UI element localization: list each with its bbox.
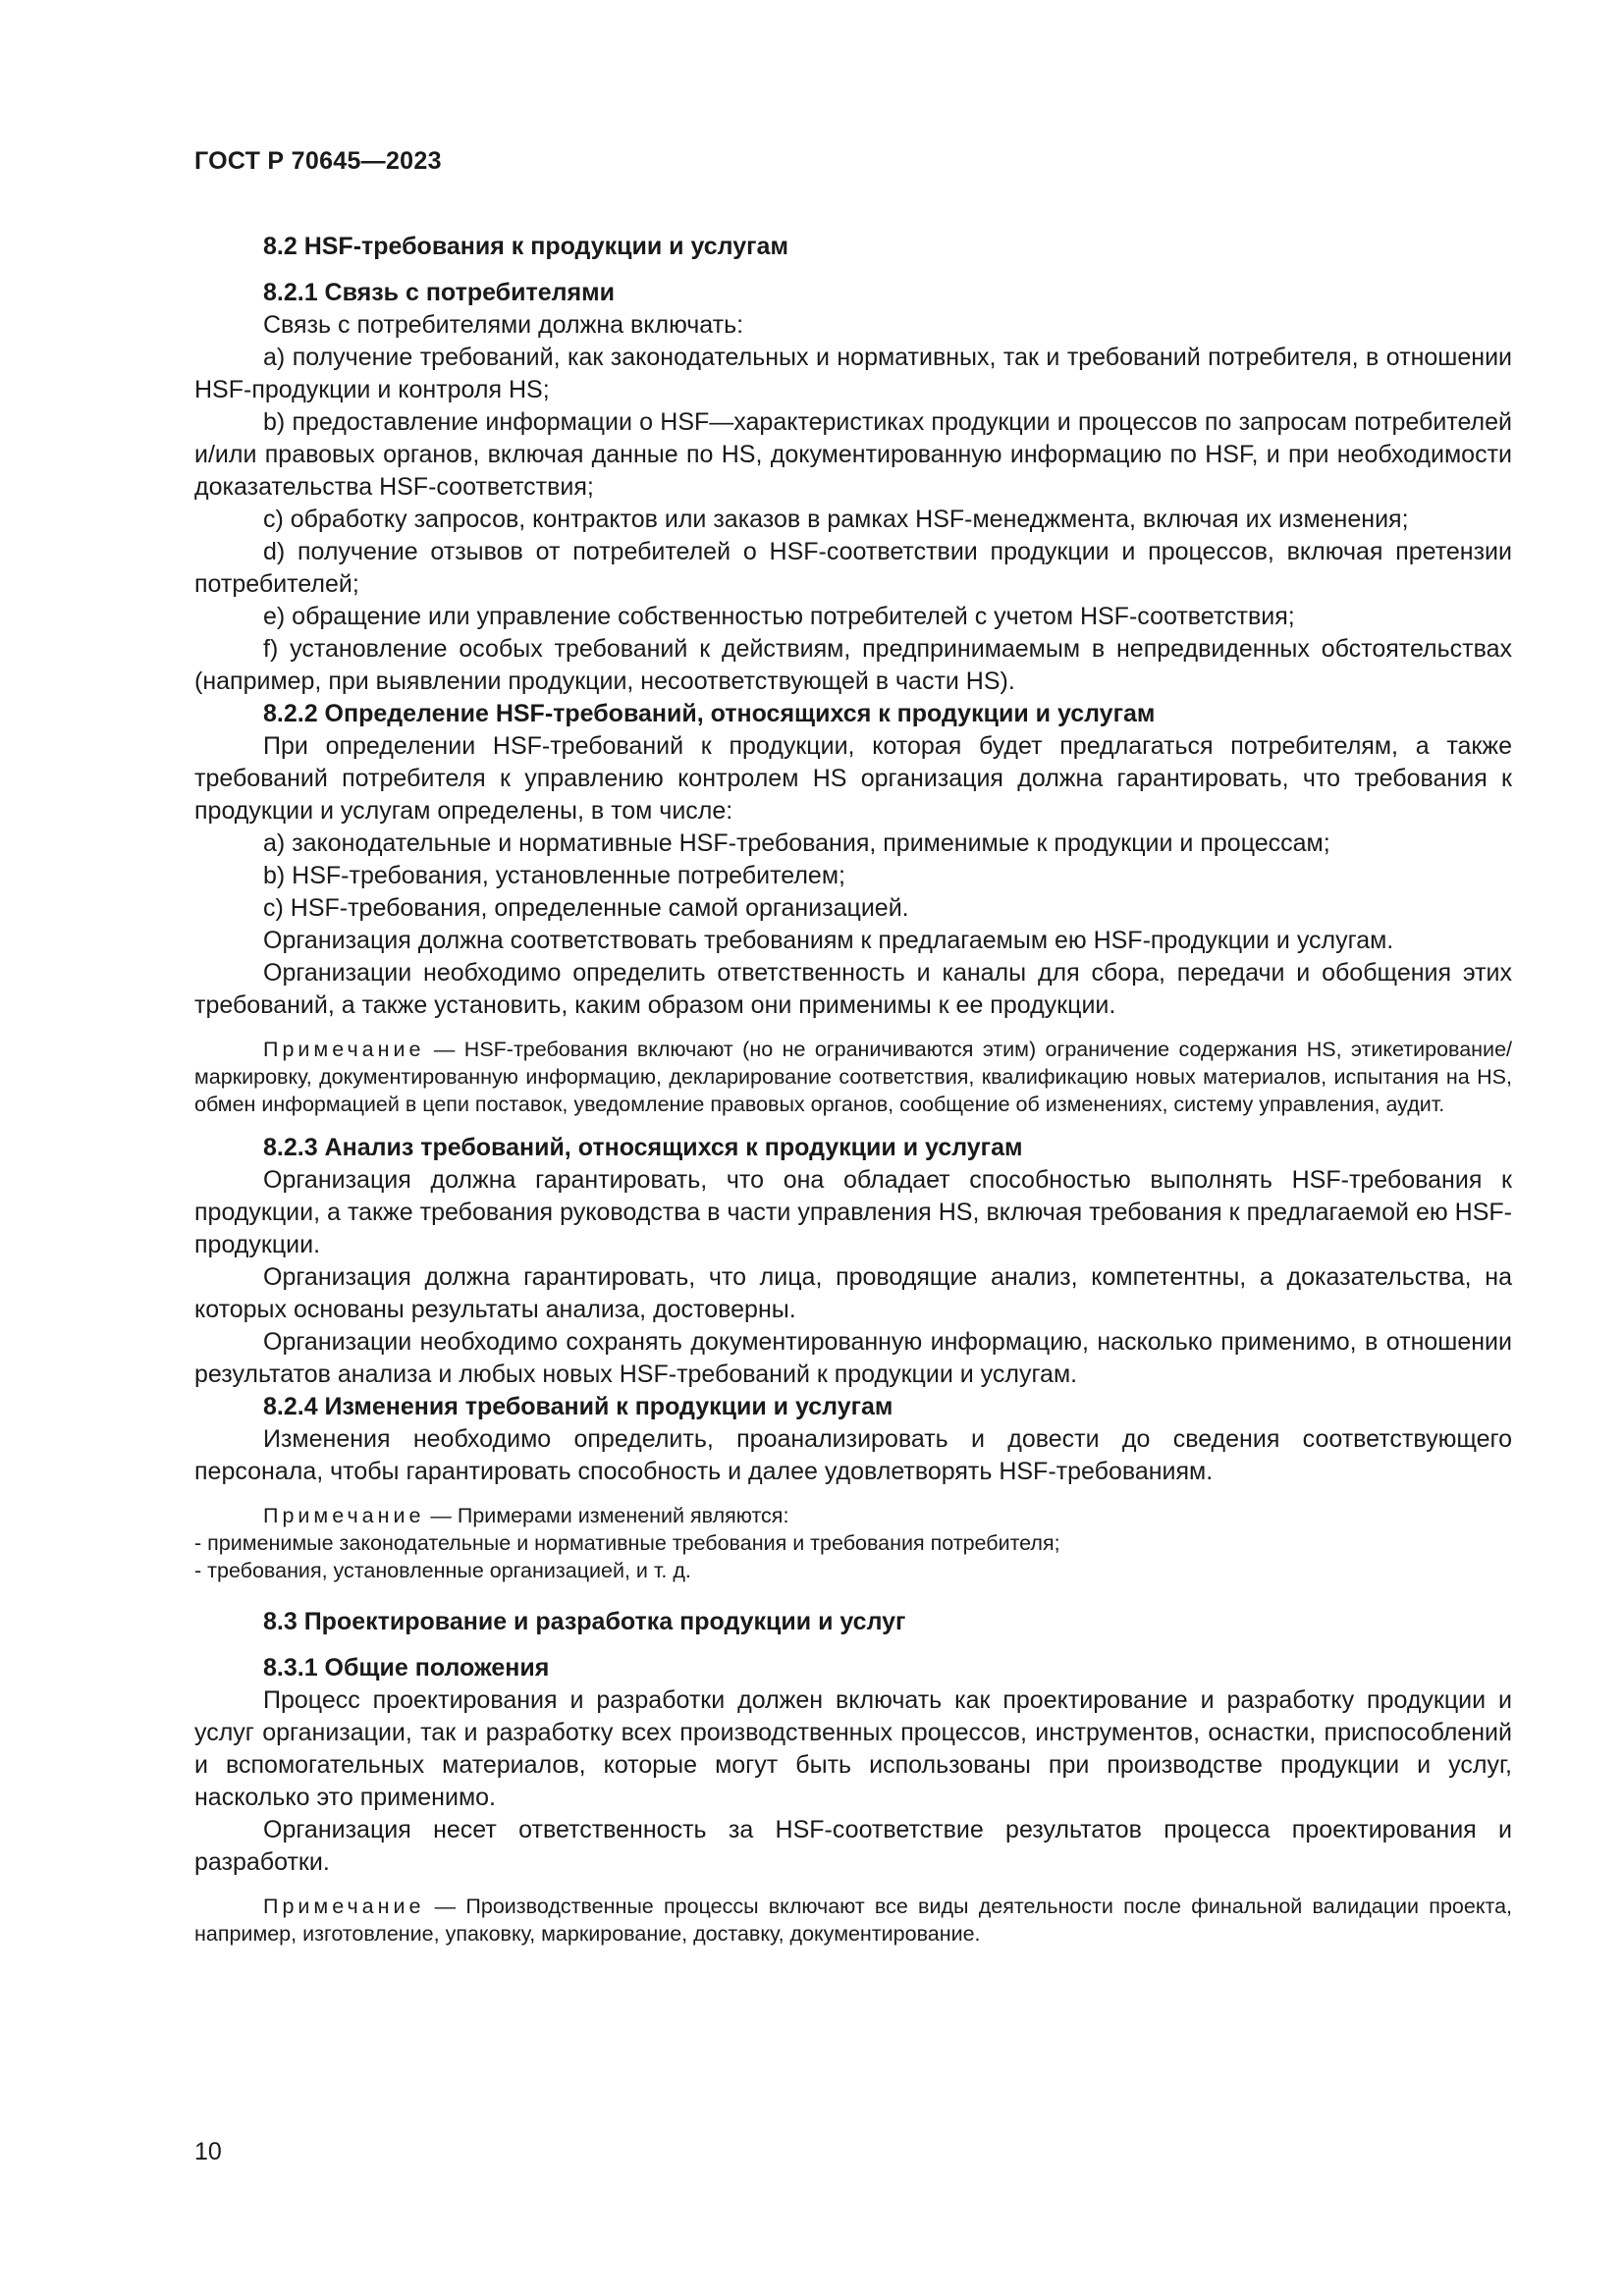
list-item: c) HSF-требования, определенные самой организацией. bbox=[263, 894, 909, 922]
section-8-2-1-intro: Связь с потребителями должна включать: bbox=[263, 311, 744, 339]
note-list-item: - применимые законодательные и нормативные требования и требования потребителя; bbox=[194, 1531, 1060, 1555]
paragraph: Организация должна гарантировать, что она обладает способностью выполнять HSF-требования к продукции, а также требования руководства в части управления HS, включая требования к предлагаемой ею HSF-продукции. bbox=[194, 1166, 1512, 1258]
list-item: а) законодательные и нормативные HSF-требования, применимые к продукции и процессам; bbox=[263, 829, 1330, 857]
note-label: Примечание bbox=[263, 1895, 425, 1918]
document-body bbox=[194, 231, 1512, 1948]
paragraph: Изменения необходимо определить, проанализировать и довести до сведения соответствующего персонала, чтобы гарантировать способность и далее удовлетворять HSF-требованиям. bbox=[194, 1425, 1512, 1485]
section-8-2-heading: 8.2 HSF-требования к продукции и услугам bbox=[263, 233, 788, 260]
note-text: — Производственные процессы включают все виды деятельности после финальной валидации проекта, например, изготовление, упаковку, маркирование, доставку, документирование. bbox=[194, 1895, 1512, 1946]
section-8-2-4-heading: 8.2.4 Изменения требований к продукции и услугам bbox=[263, 1393, 893, 1420]
document-code-header: ГОСТ Р 70645—2023 bbox=[194, 147, 442, 175]
list-item: d) получение отзывов от потребителей о HSF-соответствии продукции и процессов, включая претензии потребителей; bbox=[194, 538, 1512, 598]
note-label: Примечание bbox=[263, 1504, 425, 1527]
section-8-3-1-heading: 8.3.1 Общие положения bbox=[263, 1654, 550, 1682]
page-number: 10 bbox=[194, 2138, 222, 2165]
note-text: — Примерами изменений являются: bbox=[424, 1504, 789, 1527]
list-item: c) обработку запросов, контрактов или заказов в рамках HSF-менеджмента, включая их изменения; bbox=[263, 506, 1409, 533]
list-item: e) обращение или управление собственностью потребителей с учетом HSF-соответствия; bbox=[263, 603, 1295, 630]
paragraph: Организации необходимо сохранять документированную информацию, насколько применимо, в отношении результатов анализа и любых новых HSF-требований к продукции и услугам. bbox=[194, 1328, 1512, 1388]
note-paragraph bbox=[194, 1502, 1512, 1529]
section-8-2-2-heading: 8.2.2 Определение HSF-требований, относящихся к продукции и услугам bbox=[263, 700, 1156, 727]
paragraph: Организация должна соответствовать требованиям к предлагаемым ею HSF-продукции и услугам. bbox=[263, 927, 1394, 954]
note-label: Примечание bbox=[263, 1038, 425, 1061]
note-block bbox=[194, 1893, 1512, 1948]
list-item: а) получение требований, как законодательных и нормативных, так и требований потребителя, в отношении HSF-продукции и контроля HS; bbox=[194, 344, 1512, 403]
note-paragraph bbox=[194, 1036, 1512, 1118]
paragraph: Процесс проектирования и разработки должен включать как проектирование и разработку продукции и услуг организации, так и разработку всех производственных процессов, инструментов, оснастки, приспособлений и вспомогательных материалов, которые могут быть использованы при производстве продукции и услуг, насколько это применимо. bbox=[194, 1686, 1512, 1811]
note-block bbox=[194, 1502, 1512, 1584]
paragraph: Организации необходимо определить ответственность и каналы для сбора, передачи и обобщения этих требований, а также установить, каким образом они применимы к ее продукции. bbox=[194, 959, 1512, 1019]
list-item: f) установление особых требований к действиям, предпринимаемым в непредвиденных обстоятельствах (например, при выявлении продукции, несоответствующей в части HS). bbox=[194, 635, 1512, 695]
section-8-3-heading: 8.3 Проектирование и разработка продукции и услуг bbox=[263, 1608, 906, 1635]
note-paragraph bbox=[194, 1893, 1512, 1948]
section-8-2-2-intro: При определении HSF-требований к продукции, которая будет предлагаться потребителям, а также требований потребителя к управлению контролем HS организация должна гарантировать, что требования к продукции и услугам определены, в том числе: bbox=[194, 732, 1512, 825]
note-text: — HSF-требования включают (но не ограничиваются этим) ограничение содержания HS, этикетирование/маркировку, документированную информацию, декларирование соответствия, квалификацию новых материалов, испытания на HS, обмен информацией в цепи поставок, уведомление правовых органов, сообщение об изменениях, систему управления, аудит. bbox=[194, 1038, 1512, 1116]
note-list-item: - требования, установленные организацией, и т. д. bbox=[194, 1559, 691, 1582]
note-block bbox=[194, 1036, 1512, 1118]
list-item: b) HSF-требования, установленные потребителем; bbox=[263, 862, 845, 889]
list-item: b) предоставление информации о HSF—характеристиках продукции и процессов по запросам потребителей и/или правовых органов, включая данные по HS, документированную информацию по HSF, и при необходимости доказательства HSF-соответствия; bbox=[194, 408, 1512, 501]
paragraph: Организация несет ответственность за HSF-соответствие результатов процесса проектирования и разработки. bbox=[194, 1816, 1512, 1876]
section-8-2-1-heading: 8.2.1 Связь с потребителями bbox=[263, 279, 615, 306]
section-8-2-3-heading: 8.2.3 Анализ требований, относящихся к продукции и услугам bbox=[263, 1134, 1023, 1161]
paragraph: Организация должна гарантировать, что лица, проводящие анализ, компетентны, а доказательства, на которых основаны результаты анализа, достоверны. bbox=[194, 1263, 1512, 1323]
document-page bbox=[194, 147, 1512, 1961]
